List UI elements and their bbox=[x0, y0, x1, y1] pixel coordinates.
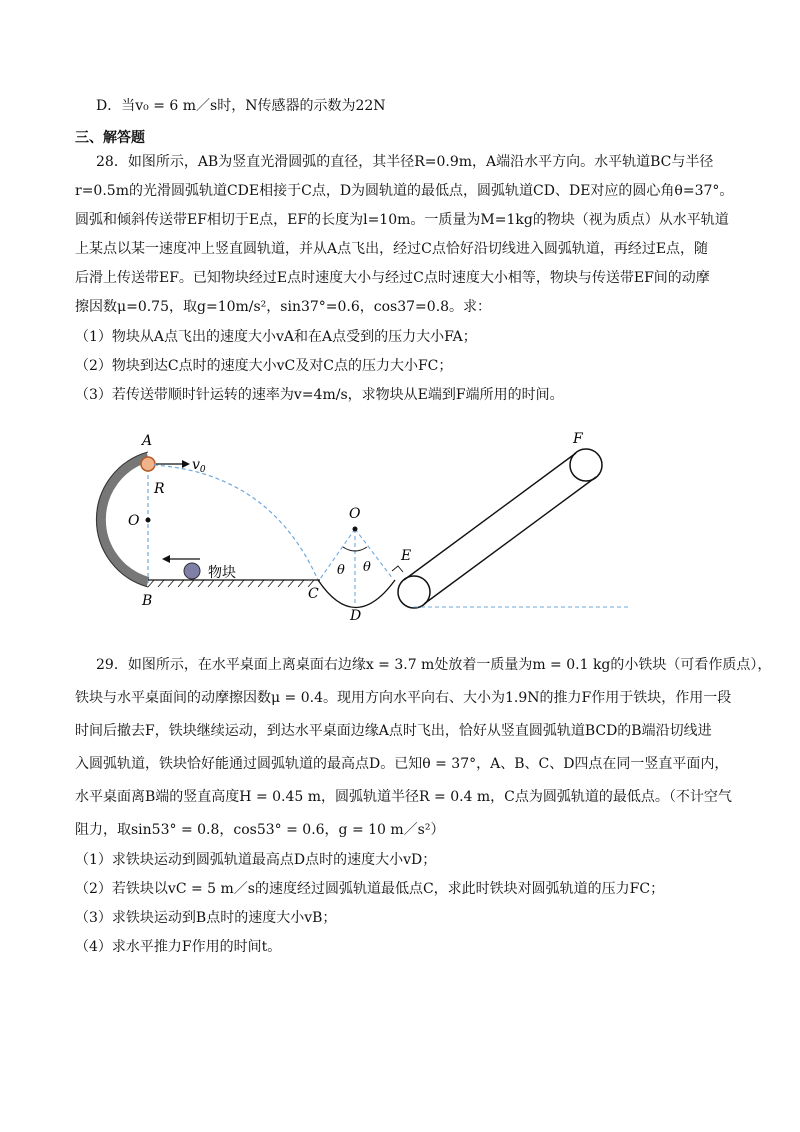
label-d: D bbox=[350, 608, 362, 624]
belt-upper-line bbox=[404, 453, 576, 580]
q29-line-2: 铁块与水平桌面间的动摩擦因数μ = 0.4。现用方向水平向右、大小为1.9N的推力F作用于铁块，作用一段 bbox=[75, 690, 732, 706]
section-title: 三、解答题 bbox=[75, 130, 145, 146]
ground-hatch bbox=[148, 580, 314, 587]
v0-arrow-head bbox=[182, 460, 190, 468]
q28-line-6: 擦因数μ=0.75，取g=10m/s²，sin37°=0.6，cos37=0.8。求： bbox=[75, 299, 492, 315]
angle-arc-right bbox=[355, 547, 367, 551]
right-angle-marker bbox=[392, 566, 403, 572]
label-theta-2: θ bbox=[363, 560, 371, 575]
q28-sub-1: （1）物块从A点飞出的速度大小vA和在A点受到的压力大小FA； bbox=[75, 329, 477, 345]
label-o-right: O bbox=[349, 506, 361, 522]
q28-line-2: r=0.5m的光滑圆弧轨道CDE相接于C点，D为圆轨道的最低点，圆弧轨道CD、DE对应的圆心角θ=37°。 bbox=[75, 183, 734, 199]
q29-sub-3: （3）求铁块运动到B点时的速度大小vB； bbox=[75, 910, 337, 926]
label-o-left: O bbox=[128, 513, 140, 529]
q29-line-4: 入圆弧轨道，铁块恰好能通过圆弧轨道的最高点D。已知θ = 37°，A、B、C、D四点在同一竖直平面内， bbox=[75, 756, 729, 772]
belt-lower-line bbox=[424, 477, 596, 604]
label-a: A bbox=[142, 433, 153, 449]
label-e: E bbox=[401, 548, 412, 564]
arc-cde bbox=[318, 580, 395, 608]
option-d: D．当v₀ = 6 m／s时，N传感器的示数为22N bbox=[96, 98, 386, 114]
label-f: F bbox=[573, 431, 583, 447]
center-o-dot bbox=[146, 518, 151, 523]
angle-arc-left bbox=[343, 547, 355, 551]
radius-oe bbox=[355, 529, 393, 579]
trajectory-dashed bbox=[154, 465, 318, 580]
q29-sub-1: （1）求铁块运动到圆弧轨道最高点D点时的速度大小vD； bbox=[75, 852, 437, 868]
label-theta-1: θ bbox=[337, 563, 345, 578]
label-v0: $v_0$ bbox=[192, 457, 206, 475]
q28-figure bbox=[70, 425, 730, 630]
q29-line-1: 29．如图所示，在水平桌面上离桌面右边缘x = 3.7 m处放着一质量为m = 0.1 kg的小铁块（可看作质点）， bbox=[96, 657, 772, 673]
center-o-right-dot bbox=[353, 527, 358, 532]
q28-line-1: 28．如图所示，AB为竖直光滑圆弧的直径，其半径R=0.9m，A端沿水平方向。水平轨道BC与半径 bbox=[96, 154, 714, 170]
left-circle-track bbox=[101, 457, 148, 582]
block-arrow-head bbox=[162, 555, 170, 563]
label-c: C bbox=[308, 586, 319, 602]
q28-sub-2: （2）物块到达C点时的速度大小vC及对C点的压力大小FC； bbox=[75, 358, 453, 374]
label-b: B bbox=[142, 593, 153, 609]
label-r: R bbox=[154, 481, 165, 497]
q28-sub-3: （3）若传送带顺时针运转的速率为v=4m/s，求物块从E端到F端所用的时间。 bbox=[75, 387, 564, 403]
ball-at-a bbox=[141, 457, 155, 471]
q29-line-6: 阻力，取sin53° = 0.8，cos53° = 0.6，g = 10 m／s²） bbox=[75, 822, 445, 838]
q29-sub-4: （4）求水平推力F作用的时间t。 bbox=[75, 939, 282, 955]
q29-line-3: 时间后撤去F，铁块继续运动，到达水平桌面边缘A点时飞出，恰好从竖直圆弧轨道BCD的B端沿切线进 bbox=[75, 723, 712, 739]
q28-line-3: 圆弧和倾斜传送带EF相切于E点，EF的长度为l=10m。一质量为M=1kg的物块（视为质点）从水平轨道 bbox=[75, 212, 729, 228]
block-ball bbox=[184, 563, 200, 579]
q28-line-4: 上某点以某一速度冲上竖直圆轨道，并从A点飞出，经过C点恰好沿切线进入圆弧轨道，再经过E点，随 bbox=[75, 241, 709, 257]
label-block: 物块 bbox=[208, 565, 236, 581]
q29-sub-2: （2）若铁块以vC = 5 m／s的速度经过圆弧轨道最低点C，求此时铁块对圆弧轨道的压力FC； bbox=[75, 881, 665, 897]
q29-line-5: 水平桌面离B端的竖直高度H = 0.45 m，圆弧轨道半径R = 0.4 m，C点为圆弧轨道的最低点。（不计空气 bbox=[75, 789, 732, 805]
q28-line-5: 后滑上传送带EF。已知物块经过E点时速度大小与经过C点时速度大小相等，物块与传送带EF间的动摩 bbox=[75, 270, 710, 286]
